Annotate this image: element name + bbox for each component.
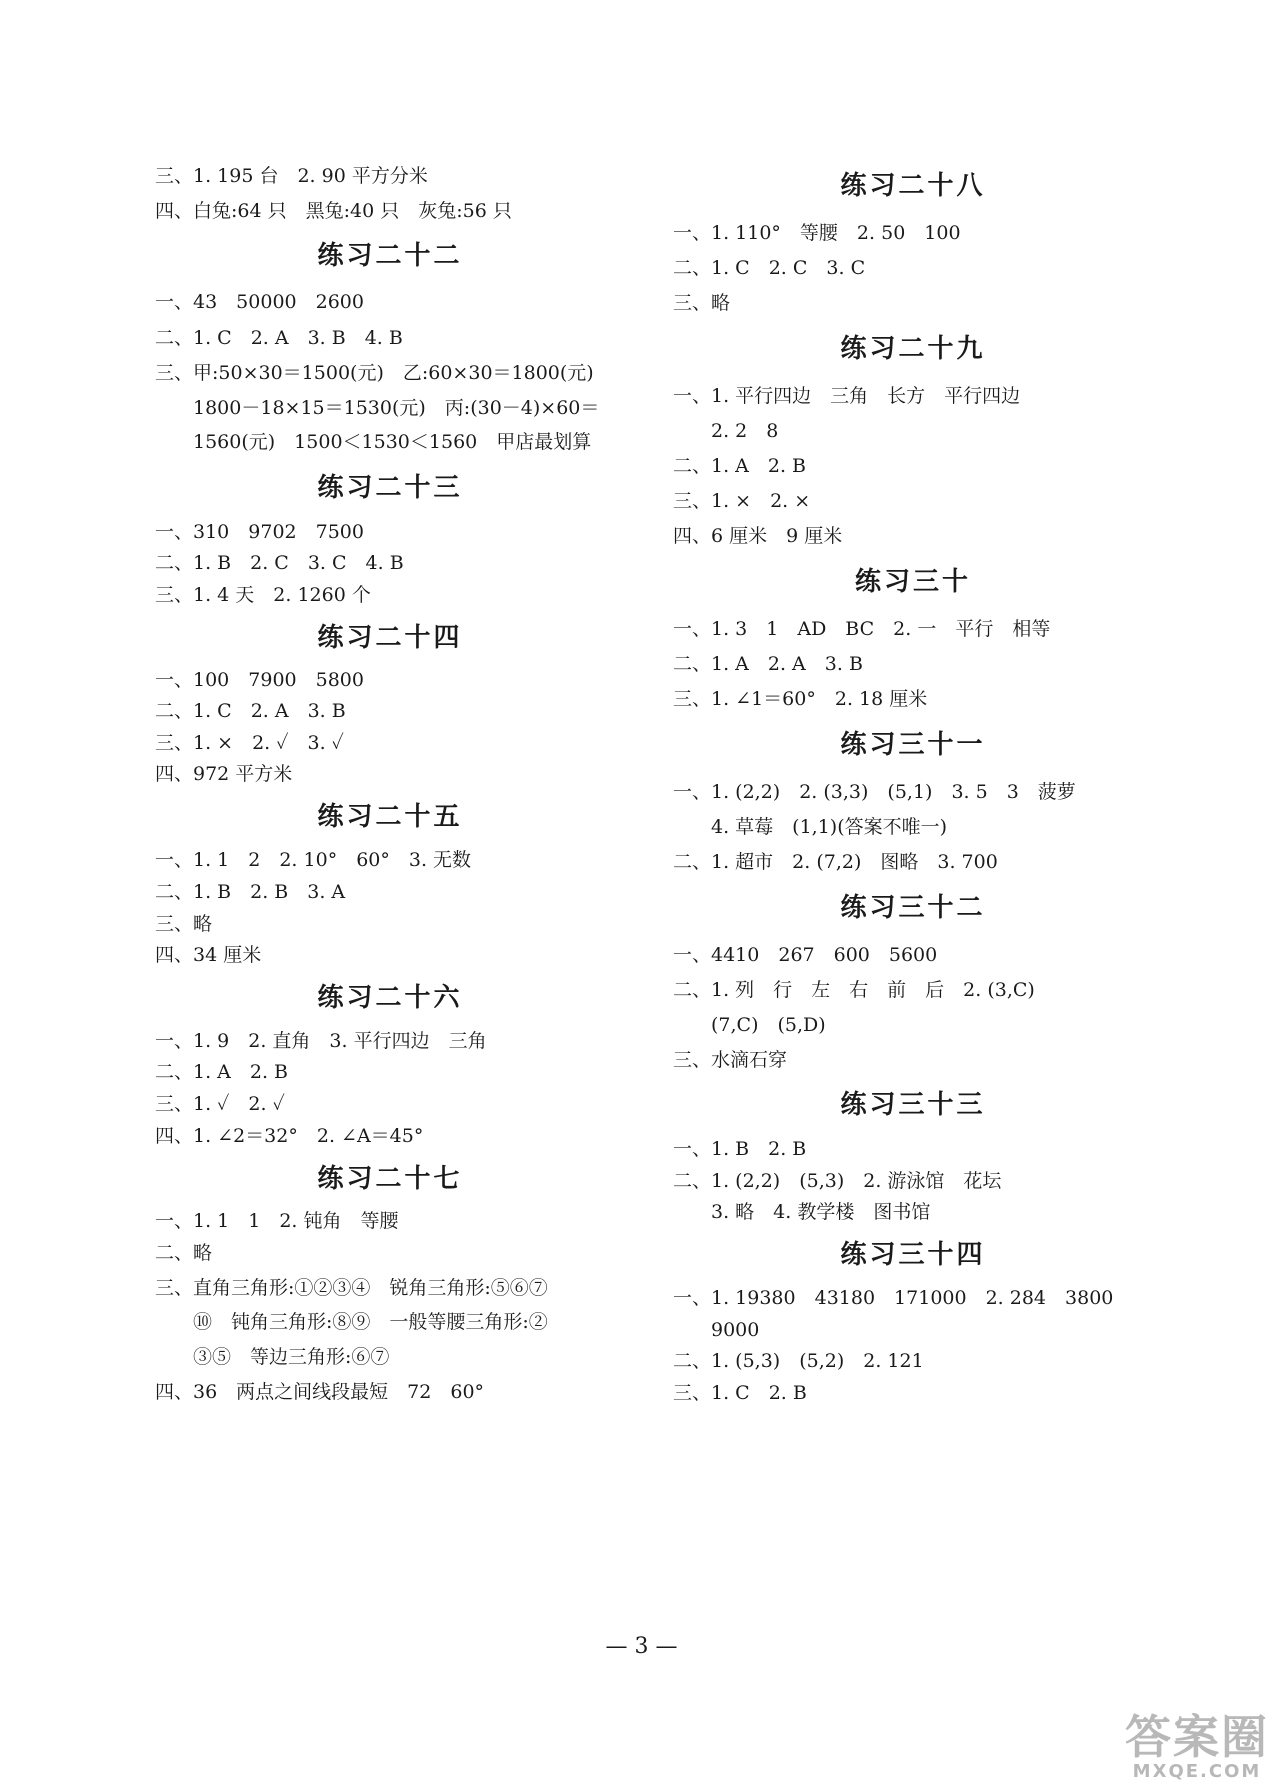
section-title: 练习二十五 (317, 802, 463, 832)
section-title: 练习二十二 (317, 241, 463, 271)
answer-line: 1560(元) 1500＜1530＜1560 甲店最划算 (155, 431, 592, 453)
answer-line: 一、43 50000 2600 (155, 291, 364, 313)
section-title: 练习二十三 (317, 473, 463, 503)
answer-line: 四、36 两点之间线段最短 72 60° (155, 1381, 485, 1403)
answer-line: 一、1. 平行四边 三角 长方 平行四边 (673, 385, 1021, 407)
answer-line: 一、4410 267 600 5600 (673, 944, 938, 966)
answer-line: 2. 2 8 (673, 420, 779, 442)
answer-line: 二、1. (2,2) (5,3) 2. 游泳馆 花坛 (673, 1170, 1002, 1192)
answer-line: 三、1. 4 天 2. 1260 个 (155, 584, 371, 606)
answer-line: 四、972 平方米 (155, 763, 293, 785)
answer-line: 三、水滴石穿 (673, 1049, 788, 1071)
answer-line: 一、1. 1 2 2. 10° 60° 3. 无数 (155, 849, 472, 871)
answer-line: 四、34 厘米 (155, 944, 262, 966)
answer-line: 1800－18×15＝1530(元) 丙:(30－4)×60＝ (155, 397, 600, 419)
section-title: 练习二十六 (317, 983, 463, 1013)
answer-line: 三、1. ✓ 2. ✓ (155, 1093, 285, 1115)
section-title: 练习三十四 (840, 1240, 986, 1270)
answer-line: ⑩ 钝角三角形:⑧⑨ 一般等腰三角形:② (155, 1311, 548, 1333)
answer-line: 三、甲:50×30＝1500(元) 乙:60×30＝1800(元) (155, 362, 594, 384)
answer-line: 二、1. B 2. B 3. A (155, 881, 346, 903)
answer-line: 一、1. 110° 等腰 2. 50 100 (673, 222, 961, 244)
watermark-sub: MXQE.COM (1132, 1761, 1262, 1782)
answer-line: 三、1. 195 台 2. 90 平方分米 (155, 165, 428, 187)
answer-line: 一、1. B 2. B (673, 1138, 807, 1160)
answer-line: 三、略 (673, 292, 731, 314)
answer-line: 三、1. × 2. ✓ 3. ✓ (155, 732, 344, 754)
section-title: 练习二十七 (317, 1164, 463, 1194)
answer-line: 四、白兔:64 只 黑兔:40 只 灰兔:56 只 (155, 200, 512, 222)
page-number: — 3 — (605, 1634, 678, 1659)
answer-line: 3. 略 4. 教学楼 图书馆 (673, 1201, 931, 1223)
answer-line: 二、1. C 2. A 3. B 4. B (155, 327, 403, 349)
section-title: 练习二十四 (317, 623, 463, 653)
answer-line: 一、1. 3 1 AD BC 2. 一 平行 相等 (673, 618, 1051, 640)
answer-line: 二、1. A 2. A 3. B (673, 653, 863, 675)
answer-line: 二、略 (155, 1242, 213, 1264)
answer-line: 三、直角三角形:①②③④ 锐角三角形:⑤⑥⑦ (155, 1277, 548, 1299)
answer-line: 一、1. 9 2. 直角 3. 平行四边 三角 (155, 1030, 487, 1052)
answer-line: 4. 草莓 (1,1)(答案不唯一) (673, 816, 948, 838)
section-title: 练习二十八 (840, 171, 986, 201)
answer-line: 三、1. ∠1＝60° 2. 18 厘米 (673, 688, 928, 710)
section-title: 练习三十二 (840, 893, 986, 923)
answer-line: 一、1. (2,2) 2. (3,3) (5,1) 3. 5 3 菠萝 (673, 781, 1076, 803)
answer-line: 9000 (673, 1319, 760, 1341)
answer-line: 一、100 7900 5800 (155, 669, 364, 691)
answer-line: 二、1. A 2. B (155, 1061, 289, 1083)
answer-line: ③⑤ 等边三角形:⑥⑦ (155, 1346, 390, 1368)
watermark-logo (1125, 1712, 1269, 1782)
answer-line: 四、6 厘米 9 厘米 (673, 525, 843, 547)
watermark-main: 答案圈 (1125, 1710, 1269, 1764)
answer-line: 一、310 9702 7500 (155, 521, 364, 543)
answer-line: 二、1. 列 行 左 右 前 后 2. (3,C) (673, 979, 1035, 1001)
answer-line: 四、1. ∠2＝32° 2. ∠A＝45° (155, 1125, 424, 1147)
section-title: 练习三十 (854, 567, 971, 597)
answer-line: 三、略 (155, 913, 213, 935)
answer-line: 一、1. 19380 43180 171000 2. 284 3800 (673, 1287, 1114, 1309)
answer-line: 三、1. × 2. × (673, 490, 811, 512)
section-title: 练习二十九 (840, 334, 986, 364)
answer-line: 一、1. 1 1 2. 钝角 等腰 (155, 1210, 399, 1232)
answer-line: 三、1. C 2. B (673, 1382, 807, 1404)
section-title: 练习三十三 (840, 1090, 986, 1120)
answer-line: (7,C) (5,D) (673, 1014, 826, 1036)
section-title: 练习三十一 (840, 730, 986, 760)
answer-line: 二、1. C 2. A 3. B (155, 700, 346, 722)
answer-line: 二、1. (5,3) (5,2) 2. 121 (673, 1350, 924, 1372)
answer-line: 二、1. 超市 2. (7,2) 图略 3. 700 (673, 851, 998, 873)
answer-line: 二、1. C 2. C 3. C (673, 257, 866, 279)
answer-line: 二、1. B 2. C 3. C 4. B (155, 552, 404, 574)
answer-line: 二、1. A 2. B (673, 455, 807, 477)
